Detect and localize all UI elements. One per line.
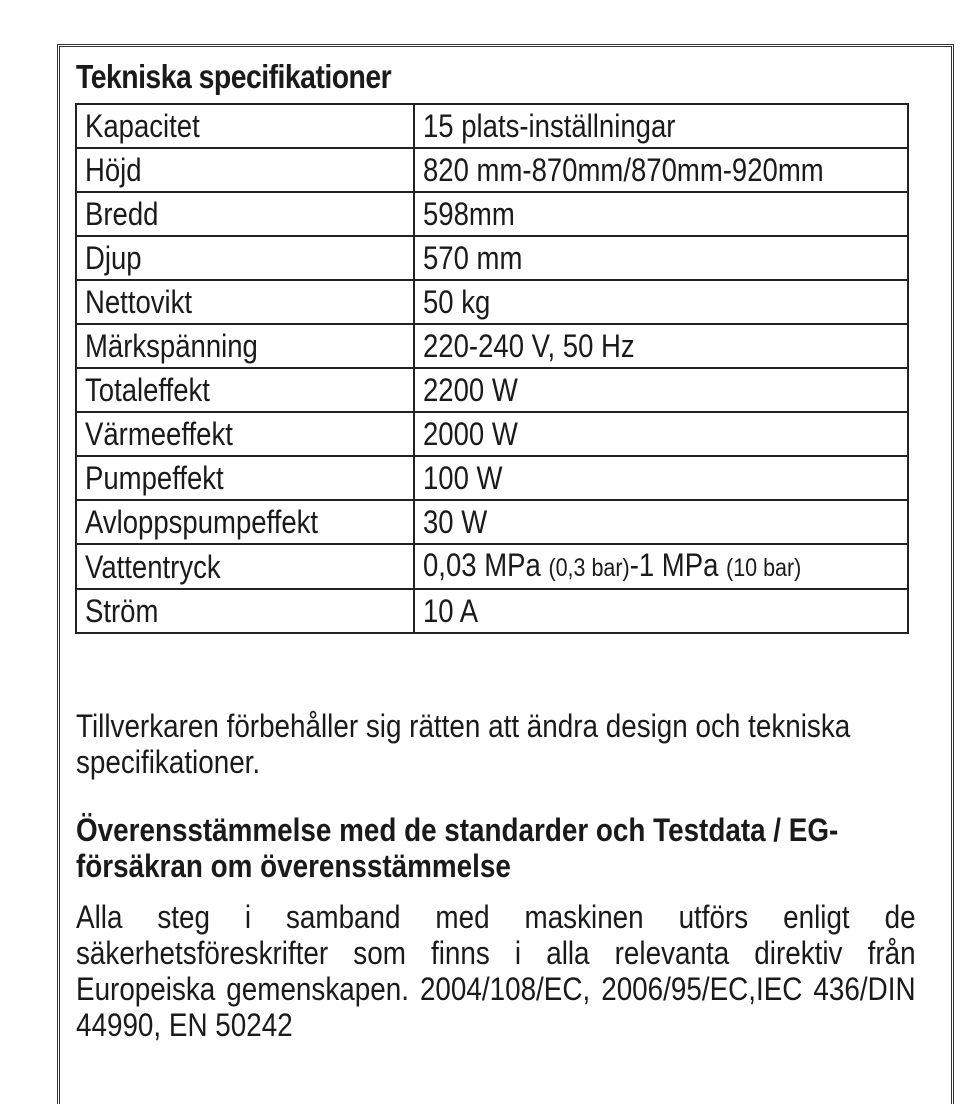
spec-label: Djup xyxy=(85,240,142,276)
section-title: Tekniska specifikationer xyxy=(76,58,392,95)
table-row xyxy=(76,412,908,456)
pressure-max-bar: (10 bar) xyxy=(726,554,802,582)
table-row xyxy=(76,104,908,148)
table-row xyxy=(76,500,908,544)
table-row xyxy=(76,236,908,280)
spec-value: 100 W xyxy=(423,460,503,496)
table-row xyxy=(76,589,908,633)
spec-label: Totaleffekt xyxy=(85,372,210,408)
spec-value xyxy=(423,545,801,588)
spec-label: Nettovikt xyxy=(85,284,193,320)
pressure-min: 0,03 MPa xyxy=(423,547,549,583)
pressure-max: -1 MPa xyxy=(629,547,727,583)
spec-value: 30 W xyxy=(423,504,488,540)
spec-value: 15 plats-inställningar xyxy=(423,108,676,144)
spec-table xyxy=(75,103,909,634)
spec-label: Märkspänning xyxy=(85,328,258,364)
spec-label: Pumpeffekt xyxy=(85,460,224,496)
spec-value: 570 mm xyxy=(423,240,523,276)
spec-label: Höjd xyxy=(85,152,142,188)
spec-value: 220-240 V, 50 Hz xyxy=(423,328,635,364)
spec-label: Värmeeffekt xyxy=(85,416,233,452)
spec-value: 50 kg xyxy=(423,284,491,320)
table-row xyxy=(76,368,908,412)
spec-label: Bredd xyxy=(85,196,159,232)
disclaimer-text: Tillverkaren förbehåller sig rätten att ändra design och tekniska specifikationer. xyxy=(76,708,851,780)
spec-label: Avloppspumpeffekt xyxy=(85,504,319,540)
compliance-text: Alla steg i samband med maskinen utförs enligt de säkerhetsföreskrifter som finns i alla relevanta direktiv från Europeiska gemenskapen. 2004/108/EC, 2006/95/EC,IEC 436/DIN 44990, EN 50242 xyxy=(76,899,916,1043)
spec-value: 2200 W xyxy=(423,372,518,408)
compliance-heading: Överensstämmelse med de standarder och Testdata / EG-försäkran om överensstämmelse xyxy=(76,812,839,884)
table-row xyxy=(76,280,908,324)
spec-value: 10 A xyxy=(423,593,479,629)
spec-label: Ström xyxy=(85,593,159,629)
pressure-min-bar: (0,3 bar) xyxy=(548,554,630,582)
spec-value: 2000 W xyxy=(423,416,518,452)
spec-value: 598mm xyxy=(423,196,515,232)
spec-label: Vattentryck xyxy=(85,548,221,585)
table-row xyxy=(76,148,908,192)
table-row xyxy=(76,544,908,589)
spec-label: Kapacitet xyxy=(85,108,200,144)
table-row xyxy=(76,324,908,368)
table-row xyxy=(76,192,908,236)
spec-value: 820 mm-870mm/870mm-920mm xyxy=(423,152,824,188)
table-row xyxy=(76,456,908,500)
